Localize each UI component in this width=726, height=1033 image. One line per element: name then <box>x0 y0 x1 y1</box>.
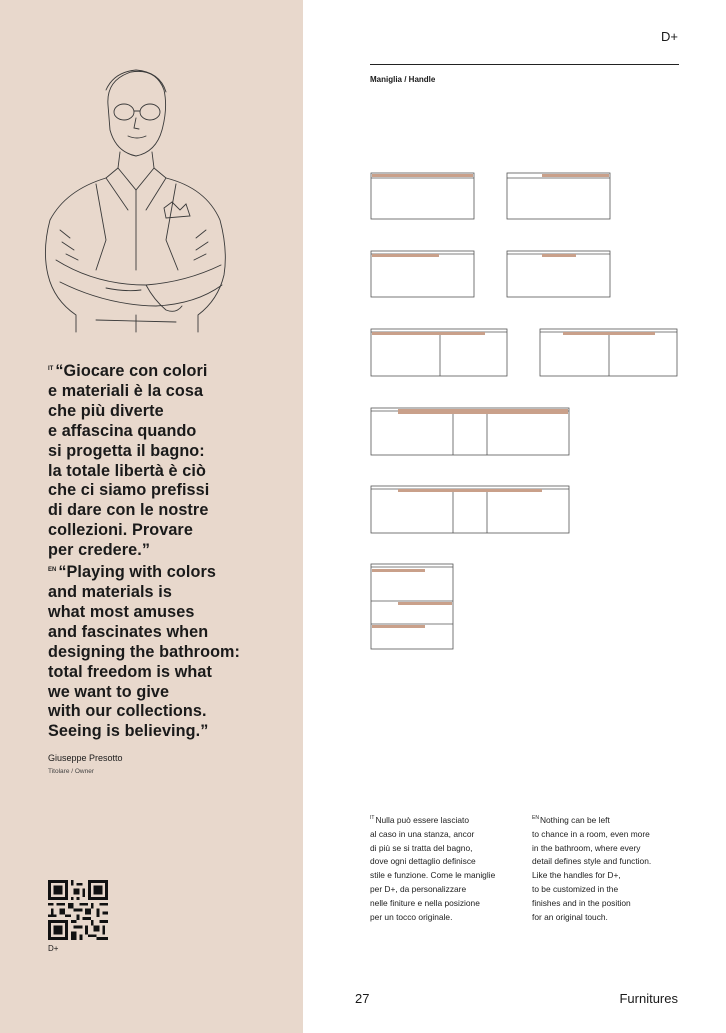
diagram-double-center-handles <box>540 329 677 376</box>
author-role: Titolare / Owner <box>48 768 94 775</box>
pull-quote: $^{IT}$ “Giocare con colori e materiali è la cosa che più diverte e affascina quando si progetta il bagno: la totale libertà è ciò che ci siamo prefissi di dare con le nostre collezioni. Provare per credere.” $^{EN}$ “Playing with colors and materials is what most amuses and fascinates when designing the bathroom: total freedom is what we want to give with our collections. Seeing is believing.” <box>48 362 241 741</box>
left-panel <box>0 0 303 1033</box>
qr-label: D+ <box>48 944 59 953</box>
diagram-single-full-handle <box>371 173 474 219</box>
diagram-double-left-handles <box>371 329 507 376</box>
qr-code[interactable] <box>48 880 108 940</box>
section-title: Maniglia / Handle <box>370 75 436 84</box>
diagram-triple-top-handle <box>371 408 569 455</box>
header-rule <box>370 64 679 65</box>
author-name: Giuseppe Presotto <box>48 753 123 763</box>
section-name: Furnitures <box>619 991 678 1006</box>
diagram-triple-inset-handle <box>371 486 569 533</box>
diagram-drawer-stack <box>371 564 453 649</box>
body-text-italian: $^{IT}$Nulla può essere lasciato al caso in una stanza, ancor di più se si tratta del bagno, dove ogni dettaglio definisce stile e funzione. Come le maniglie per D+, da personalizzare nelle finiture e nella posizione per un tocco originale. <box>370 815 496 922</box>
body-text-english: $^{EN}$Nothing can be left to chance in a room, even more in the bathroom, where every detail defines style and function. Like the handles for D+, to be customized in the finishes and in the position for an original touch. <box>532 815 652 922</box>
portrait-illustration <box>36 60 236 335</box>
brand-logo: D+ <box>661 29 678 44</box>
handle-diagrams <box>365 165 685 655</box>
page-number: 27 <box>355 991 370 1006</box>
diagram-single-center-handle <box>507 251 610 297</box>
diagram-single-left-half-handle <box>371 251 474 297</box>
diagram-single-right-handle <box>507 173 610 219</box>
